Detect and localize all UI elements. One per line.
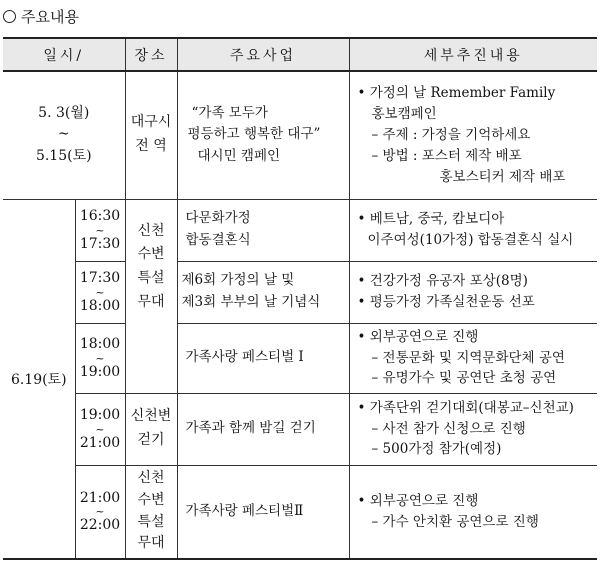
time-end: 18:00	[79, 297, 121, 314]
place-line: 신천	[137, 470, 165, 487]
place-line: 무대	[137, 293, 165, 310]
section-heading	[3, 6, 79, 27]
detail-line: • 건강가정 유공자 포상(8명)	[357, 273, 528, 290]
time-start: 18:00	[79, 336, 121, 353]
table-row	[3, 323, 597, 393]
table-row	[3, 465, 597, 559]
place-cell	[125, 71, 177, 199]
time-cell	[75, 261, 125, 323]
detail-line: – 사전 참가 신청으로 진행	[371, 420, 526, 437]
header-details: 세부추진내용	[349, 38, 597, 71]
business-line: 대시민 캠페인	[197, 148, 281, 165]
detail-cell	[349, 465, 597, 559]
place-line: 특설	[137, 270, 165, 287]
time-start: 21:00	[79, 490, 121, 507]
place-line: 신천변	[130, 408, 172, 425]
time-cell	[75, 323, 125, 393]
tilde: ~	[95, 223, 105, 237]
time-end: 19:00	[79, 363, 121, 380]
tilde: ~	[57, 126, 70, 143]
table-row	[3, 261, 597, 323]
table-row	[3, 71, 597, 199]
table-row	[3, 393, 597, 465]
time-end: 22:00	[79, 517, 121, 534]
detail-line: • 가족단위 걷기대회(대봉교–신천교)	[357, 399, 574, 416]
business-line: 제6회 가정의 날 및	[181, 272, 295, 289]
date-cell	[3, 71, 125, 199]
detail-line: • 가정의 날 Remember Family	[357, 84, 556, 101]
date-start: 5. 3(월)	[38, 104, 90, 121]
detail-line: 홍보스티커 제작 배포	[439, 168, 566, 185]
time-start: 17:30	[79, 270, 121, 287]
table-header-row	[3, 38, 597, 71]
detail-line: – 주제 : 가정을 기억하세요	[371, 126, 531, 143]
business-line: 다문화가정	[185, 210, 251, 227]
tilde: ~	[95, 351, 105, 365]
detail-cell	[349, 393, 597, 465]
time-cell	[75, 465, 125, 559]
detail-line: – 가수 안치환 공연으로 진행	[371, 513, 539, 530]
time-start: 19:00	[79, 407, 121, 424]
time-cell	[75, 393, 125, 465]
time-end: 21:00	[79, 434, 121, 451]
place-line: 무대	[137, 535, 165, 552]
detail-line: • 베트남, 중국, 캄보디아	[357, 211, 505, 228]
place-line: 특설	[137, 513, 165, 530]
business-cell: 가족사랑 페스티벌 Ⅰ	[177, 323, 349, 393]
day-cell: 6.19(토)	[3, 199, 75, 559]
tilde: ~	[95, 505, 105, 519]
detail-line: – 500가정 참가(예정)	[371, 441, 502, 458]
business-line: 합동결혼식	[185, 232, 251, 248]
business-cell	[177, 261, 349, 323]
place-line: 수변	[137, 492, 165, 509]
schedule-table	[3, 37, 597, 560]
section-title: 주요내용	[21, 8, 79, 26]
header-place: 장소	[125, 38, 177, 71]
place-cell	[125, 199, 177, 393]
detail-cell	[349, 261, 597, 323]
place-line: 전 역	[135, 138, 167, 155]
detail-cell	[349, 199, 597, 261]
time-cell	[75, 199, 125, 261]
business-cell	[177, 199, 349, 261]
detail-line: – 전통문화 및 지역문화단체 공연	[371, 349, 565, 366]
table-row	[3, 199, 597, 261]
detail-line: • 외부공연으로 진행	[357, 328, 479, 345]
detail-line: 이주여성(10가정) 합동결혼식 실시	[367, 232, 574, 248]
tilde: ~	[95, 422, 105, 436]
place-cell	[125, 465, 177, 559]
business-line: 평등하고 행복한 대구”	[187, 126, 321, 143]
date-end: 5.15(토)	[35, 148, 92, 165]
detail-line: • 평등가정 가족실천운동 선포	[357, 294, 535, 310]
place-line: 신천	[137, 222, 165, 239]
time-end: 17:30	[79, 235, 121, 252]
detail-line: • 외부공연으로 진행	[357, 492, 479, 509]
place-line: 걷기	[137, 432, 165, 448]
detail-line: 홍보캠페인	[371, 105, 437, 122]
header-business: 주요사업	[177, 38, 349, 71]
detail-line: – 방법 : 포스터 제작 배포	[371, 147, 522, 164]
business-cell	[177, 71, 349, 199]
detail-cell	[349, 323, 597, 393]
place-cell	[125, 393, 177, 465]
time-start: 16:30	[79, 208, 121, 225]
place-line: 수변	[137, 246, 165, 263]
business-line: 제3회 부부의 날 기념식	[181, 294, 321, 310]
detail-line: – 유명가수 및 공연단 초청 공연	[371, 370, 557, 387]
header-date: 일시/	[3, 38, 125, 71]
place-line: 대구시	[130, 114, 172, 131]
business-cell: 가족과 함께 밤길 걷기	[177, 393, 349, 465]
detail-cell	[349, 71, 597, 199]
tilde: ~	[95, 285, 105, 299]
circle-bullet-icon	[3, 10, 16, 23]
business-line: “가족 모두가	[191, 104, 268, 121]
business-cell: 가족사랑 페스티벌Ⅱ	[177, 465, 349, 559]
